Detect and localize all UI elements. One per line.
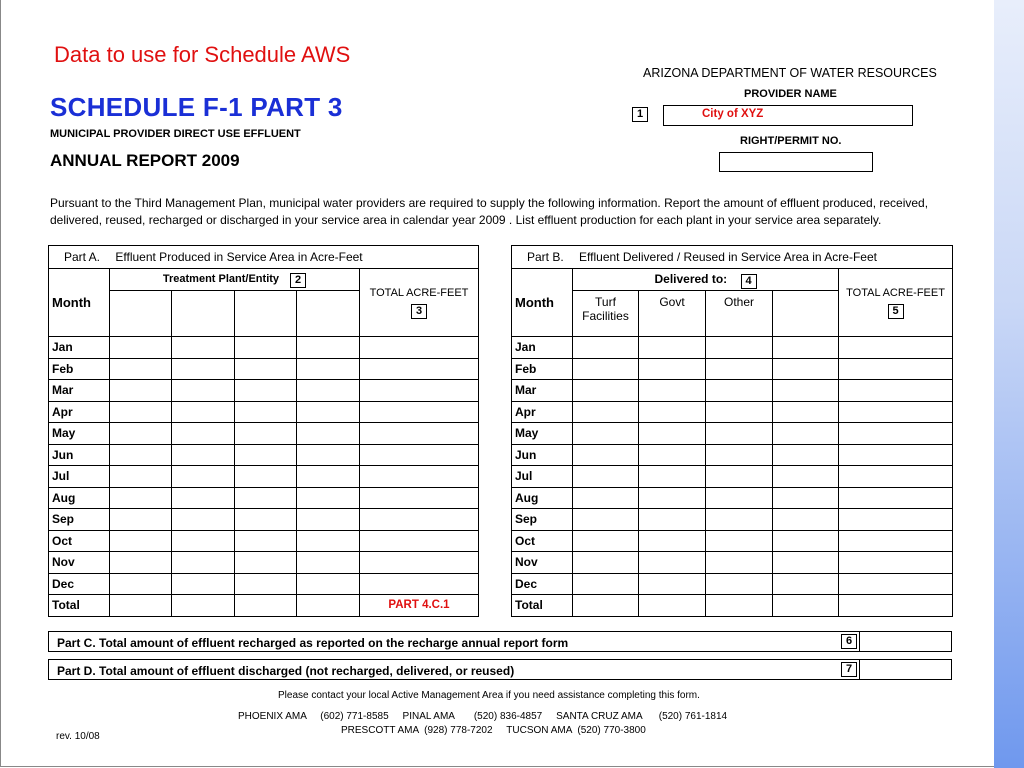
part-a-value-cell[interactable] [110, 509, 172, 531]
part-a-month-label: Dec [49, 573, 110, 595]
part-b-value-cell[interactable] [706, 358, 773, 380]
part-b-value-cell[interactable] [773, 552, 839, 574]
part-a-value-cell[interactable] [297, 552, 360, 574]
part-b-month-label: Apr [512, 401, 573, 423]
part-b-value-cell[interactable] [839, 530, 953, 552]
part-b-value-cell[interactable] [706, 401, 773, 423]
turf-facilities-header: Turf Facilities [573, 291, 639, 337]
part-b-value-cell[interactable] [773, 487, 839, 509]
part-a-value-cell[interactable] [235, 337, 297, 359]
footer-phone-line-2: PRESCOTT AMA (928) 778-7202 TUCSON AMA (520) 770-3800 [341, 725, 646, 736]
table-row [512, 573, 953, 595]
part-b-value-cell[interactable] [839, 487, 953, 509]
table-row [49, 509, 479, 531]
slide-caption: Data to use for Schedule AWS [54, 42, 351, 67]
part-a-total-header [360, 269, 479, 337]
table-row [512, 466, 953, 488]
part-b-value-cell[interactable] [639, 444, 706, 466]
part-a-value-cell[interactable] [297, 573, 360, 595]
part-a-value-cell[interactable] [297, 487, 360, 509]
box-number-5: 5 [888, 304, 904, 319]
part-b-month-label: May [512, 423, 573, 445]
part-b-value-cell[interactable] [573, 530, 639, 552]
part-a-value-cell[interactable] [110, 466, 172, 488]
part-a-value-cell[interactable] [297, 444, 360, 466]
part-a-value-cell[interactable] [297, 380, 360, 402]
box-number-2: 2 [290, 273, 306, 288]
part-b-value-cell[interactable] [573, 595, 639, 617]
part-a-value-cell[interactable] [235, 530, 297, 552]
part-a-value-cell[interactable] [297, 509, 360, 531]
delivered-to-header [573, 269, 839, 291]
part-a-month-label: Jan [49, 337, 110, 359]
part-b-value-cell[interactable] [639, 530, 706, 552]
table-row [512, 358, 953, 380]
part-a-value-cell[interactable] [297, 423, 360, 445]
table-row [49, 380, 479, 402]
part-b-value-cell[interactable] [639, 337, 706, 359]
part-a-month-label: Sep [49, 509, 110, 531]
part-a-value-cell[interactable] [235, 358, 297, 380]
part-b-value-cell[interactable] [839, 358, 953, 380]
part-b-value-cell[interactable] [639, 466, 706, 488]
part-a-value-cell[interactable] [235, 401, 297, 423]
table-row [49, 552, 479, 574]
table-row [49, 466, 479, 488]
part-a-value-cell[interactable] [172, 423, 235, 445]
part-b-value-cell[interactable] [639, 423, 706, 445]
part-a-value-cell[interactable] [360, 337, 479, 359]
part-b-header [512, 246, 953, 269]
part-b-value-cell[interactable] [773, 444, 839, 466]
part-b-value-cell[interactable] [639, 401, 706, 423]
part-b-value-cell[interactable] [573, 337, 639, 359]
part-a-value-cell[interactable] [110, 487, 172, 509]
part-a-value-cell[interactable] [172, 380, 235, 402]
part-b-value-cell[interactable] [706, 552, 773, 574]
part-a-total-label: TOTAL ACRE-FEET [369, 286, 469, 299]
part-b-total-label: TOTAL ACRE-FEET [846, 286, 945, 299]
part-b-value-cell[interactable] [639, 552, 706, 574]
part-a-value-cell[interactable] [110, 337, 172, 359]
part-b-value-cell[interactable] [706, 487, 773, 509]
part-b-value-cell[interactable] [773, 466, 839, 488]
plant-column-3[interactable] [235, 291, 297, 337]
part-b-value-cell[interactable] [573, 509, 639, 531]
part-a-value-cell[interactable] [235, 487, 297, 509]
part-a-value-cell[interactable] [172, 573, 235, 595]
part-a-total-note[interactable]: PART 4.C.1 [360, 595, 479, 617]
part-a-value-cell[interactable] [110, 380, 172, 402]
footer-contact: Please contact your local Active Management Area if you need assistance completing this form. [278, 690, 700, 701]
table-row [49, 358, 479, 380]
part-a-month-label: Jul [49, 466, 110, 488]
plant-entity-label: Treatment Plant/Entity [162, 273, 280, 285]
table-row [49, 337, 479, 359]
part-a-value-cell[interactable] [235, 552, 297, 574]
part-b-month-label: Oct [512, 530, 573, 552]
part-b-value-cell[interactable] [839, 337, 953, 359]
part-a-value-cell[interactable] [297, 530, 360, 552]
table-row [49, 530, 479, 552]
table-row [512, 337, 953, 359]
table-row [49, 595, 479, 617]
part-b-value-cell[interactable] [773, 423, 839, 445]
part-b-value-cell[interactable] [773, 337, 839, 359]
part-a-value-cell[interactable] [235, 444, 297, 466]
delivered-to-label: Delivered to: [654, 271, 728, 286]
part-a-value-cell[interactable] [110, 401, 172, 423]
part-b-value-cell[interactable] [706, 466, 773, 488]
table-row [49, 401, 479, 423]
part-a-label: Part A. [64, 250, 101, 264]
part-a-value-cell[interactable] [110, 552, 172, 574]
table-row [512, 530, 953, 552]
table-row [512, 380, 953, 402]
part-a-value-cell[interactable] [172, 444, 235, 466]
part-a-value-cell[interactable] [297, 595, 360, 617]
part-b-value-cell[interactable] [773, 380, 839, 402]
part-b-month-label: Total [512, 595, 573, 617]
part-c-divider [859, 632, 860, 651]
part-b-month-label: Feb [512, 358, 573, 380]
table-row [49, 573, 479, 595]
part-b-value-cell[interactable] [639, 509, 706, 531]
slide-side-band [994, 0, 1024, 768]
part-a-value-cell[interactable] [235, 509, 297, 531]
part-a-value-cell[interactable] [172, 466, 235, 488]
part-b-value-cell[interactable] [839, 401, 953, 423]
part-a-value-cell[interactable] [172, 358, 235, 380]
schedule-title: SCHEDULE F-1 PART 3 [50, 92, 343, 122]
part-b-month-label: Sep [512, 509, 573, 531]
part-b-month-label: Dec [512, 573, 573, 595]
part-a-value-cell[interactable] [235, 466, 297, 488]
blank-delivery-header [773, 291, 839, 337]
box-number-3: 3 [411, 304, 427, 319]
box-number-7: 7 [841, 662, 857, 677]
part-a-table [48, 245, 479, 617]
part-a-value-cell[interactable] [172, 401, 235, 423]
part-a-value-cell[interactable] [110, 444, 172, 466]
part-a-month-label: Jun [49, 444, 110, 466]
revision-label: rev. 10/08 [56, 731, 100, 742]
part-b-value-cell[interactable] [839, 466, 953, 488]
part-b-value-cell[interactable] [773, 401, 839, 423]
part-a-value-cell[interactable] [360, 401, 479, 423]
table-row [512, 423, 953, 445]
table-row [512, 444, 953, 466]
govt-header: Govt [639, 291, 706, 337]
part-a-value-cell[interactable] [172, 530, 235, 552]
part-a-value-cell[interactable] [297, 358, 360, 380]
part-a-value-cell[interactable] [360, 509, 479, 531]
part-b-month-header: Month [512, 269, 573, 337]
part-a-value-cell[interactable] [110, 423, 172, 445]
part-a-month-label: Nov [49, 552, 110, 574]
part-b-label: Part B. [527, 250, 564, 264]
table-row [512, 487, 953, 509]
part-a-value-cell[interactable] [360, 423, 479, 445]
part-a-month-label: Mar [49, 380, 110, 402]
part-c-text: Part C. Total amount of effluent recharged as reported on the recharge annual report form [57, 636, 569, 650]
part-b-value-cell[interactable] [573, 380, 639, 402]
footer-phone-line-1: PHOENIX AMA (602) 771-8585 PINAL AMA (520) 836-4857 SANTA CRUZ AMA (520) 761-1814 [238, 711, 728, 722]
part-a-value-cell[interactable] [110, 573, 172, 595]
table-row [512, 595, 953, 617]
part-a-value-cell[interactable] [360, 573, 479, 595]
part-b-value-cell[interactable] [839, 423, 953, 445]
part-b-value-cell[interactable] [706, 444, 773, 466]
part-b-value-cell[interactable] [639, 573, 706, 595]
part-a-month-label: May [49, 423, 110, 445]
part-b-value-cell[interactable] [773, 595, 839, 617]
part-b-value-cell[interactable] [706, 573, 773, 595]
part-b-month-label: Jan [512, 337, 573, 359]
part-b-value-cell[interactable] [573, 573, 639, 595]
table-row [512, 509, 953, 531]
part-b-value-cell[interactable] [706, 530, 773, 552]
table-row [512, 552, 953, 574]
part-a-value-cell[interactable] [297, 337, 360, 359]
part-b-value-cell[interactable] [639, 358, 706, 380]
part-b-month-label: Jul [512, 466, 573, 488]
part-b-value-cell[interactable] [573, 552, 639, 574]
part-a-month-label: Feb [49, 358, 110, 380]
part-a-value-cell[interactable] [110, 358, 172, 380]
table-row [49, 444, 479, 466]
part-b-table [511, 245, 953, 617]
part-d-text: Part D. Total amount of effluent discharged (not recharged, delivered, or reused) [57, 664, 515, 678]
part-b-value-cell[interactable] [639, 380, 706, 402]
part-a-value-cell[interactable] [297, 401, 360, 423]
part-b-value-cell[interactable] [773, 509, 839, 531]
part-b-value-cell[interactable] [573, 466, 639, 488]
part-a-value-cell[interactable] [360, 466, 479, 488]
table-row [49, 487, 479, 509]
part-a-value-cell[interactable] [172, 595, 235, 617]
report-title: ANNUAL REPORT 2009 [50, 151, 240, 170]
part-d-row [48, 659, 952, 680]
part-a-month-label: Aug [49, 487, 110, 509]
part-b-value-cell[interactable] [573, 358, 639, 380]
plant-entity-header [110, 269, 360, 291]
part-b-total-header [839, 269, 953, 337]
part-a-month-label: Apr [49, 401, 110, 423]
part-d-divider [859, 660, 860, 679]
instructions-text: Pursuant to the Third Management Plan, municipal water providers are required to supply the following information. Report the amount of effluent produced, received, delivered, reused, recharged or discharged in your service area in calendar year 2009 . List effluent production for each plant in your service area separately. [50, 196, 929, 227]
part-a-header [49, 246, 479, 269]
part-a-month-label: Oct [49, 530, 110, 552]
provider-name-value: City of XYZ [702, 108, 764, 120]
part-b-value-cell[interactable] [573, 423, 639, 445]
box-number-4: 4 [741, 274, 757, 289]
part-b-month-label: Jun [512, 444, 573, 466]
part-b-value-cell[interactable] [706, 423, 773, 445]
part-b-value-cell[interactable] [639, 487, 706, 509]
provider-name-field[interactable] [663, 105, 913, 126]
part-b-value-cell[interactable] [839, 380, 953, 402]
part-b-value-cell[interactable] [573, 401, 639, 423]
part-a-value-cell[interactable] [110, 595, 172, 617]
part-a-value-cell[interactable] [172, 337, 235, 359]
part-b-value-cell[interactable] [839, 573, 953, 595]
plant-column-1[interactable] [110, 291, 172, 337]
table-row [49, 423, 479, 445]
part-b-title: Effluent Delivered / Reused in Service Area in Acre-Feet [579, 250, 877, 264]
agency-name: ARIZONA DEPARTMENT OF WATER RESOURCES [643, 66, 937, 80]
provider-name-label: PROVIDER NAME [744, 88, 837, 100]
part-b-value-cell[interactable] [706, 595, 773, 617]
part-a-value-cell[interactable] [235, 423, 297, 445]
part-b-month-label: Nov [512, 552, 573, 574]
box-number-1: 1 [632, 107, 648, 122]
box-number-6: 6 [841, 634, 857, 649]
permit-label: RIGHT/PERMIT NO. [740, 135, 842, 147]
part-a-month-header: Month [49, 269, 110, 337]
part-b-value-cell[interactable] [839, 444, 953, 466]
part-b-value-cell[interactable] [573, 444, 639, 466]
part-a-title: Effluent Produced in Service Area in Acre-Feet [115, 250, 363, 264]
part-a-value-cell[interactable] [360, 530, 479, 552]
part-a-value-cell[interactable] [360, 444, 479, 466]
part-a-value-cell[interactable] [172, 552, 235, 574]
table-row [512, 401, 953, 423]
part-a-value-cell[interactable] [172, 509, 235, 531]
part-a-value-cell[interactable] [360, 358, 479, 380]
part-b-value-cell[interactable] [706, 337, 773, 359]
part-a-value-cell[interactable] [172, 487, 235, 509]
part-b-value-cell[interactable] [706, 380, 773, 402]
part-b-value-cell[interactable] [706, 509, 773, 531]
part-a-value-cell[interactable] [297, 466, 360, 488]
part-b-value-cell[interactable] [773, 573, 839, 595]
schedule-subtitle: MUNICIPAL PROVIDER DIRECT USE EFFLUENT [50, 128, 301, 140]
part-a-value-cell[interactable] [235, 573, 297, 595]
part-b-value-cell[interactable] [839, 509, 953, 531]
part-c-row [48, 631, 952, 652]
part-b-month-label: Mar [512, 380, 573, 402]
part-a-value-cell[interactable] [360, 552, 479, 574]
part-b-value-cell[interactable] [573, 487, 639, 509]
permit-number-field[interactable] [719, 152, 873, 172]
part-a-month-label: Total [49, 595, 110, 617]
part-a-value-cell[interactable] [110, 530, 172, 552]
part-a-value-cell[interactable] [235, 380, 297, 402]
part-b-value-cell[interactable] [839, 595, 953, 617]
plant-column-2[interactable] [172, 291, 235, 337]
other-header: Other [706, 291, 773, 337]
plant-column-4[interactable] [297, 291, 360, 337]
part-a-value-cell[interactable] [360, 380, 479, 402]
part-b-month-label: Aug [512, 487, 573, 509]
part-a-value-cell[interactable] [235, 595, 297, 617]
part-b-value-cell[interactable] [773, 358, 839, 380]
part-b-value-cell[interactable] [639, 595, 706, 617]
part-b-value-cell[interactable] [839, 552, 953, 574]
part-b-value-cell[interactable] [773, 530, 839, 552]
part-a-value-cell[interactable] [360, 487, 479, 509]
